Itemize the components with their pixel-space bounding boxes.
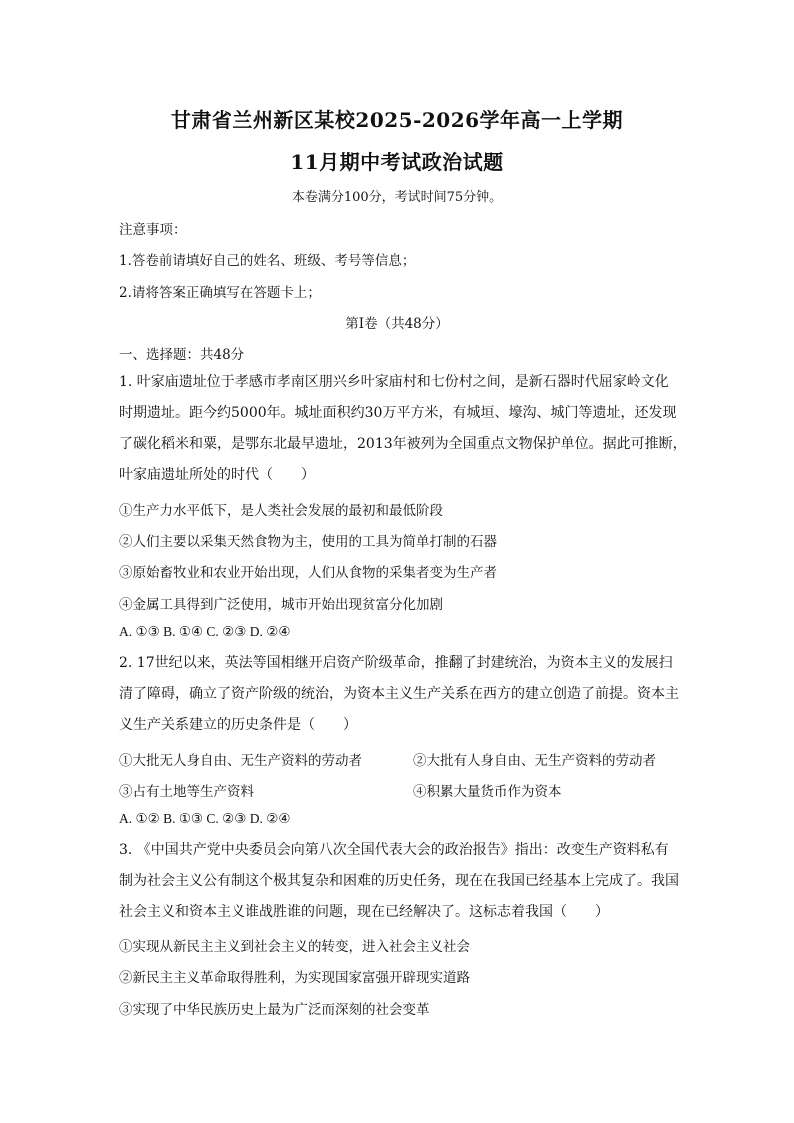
stem-line: 3. 《中国共产党中央委员会向第八次全国代表大会的政治报告》指出：改变生产资料私有 (119, 842, 669, 858)
question-1-stem (119, 367, 687, 491)
volume-title: 第I卷（共48分） (345, 316, 449, 332)
stem-line: 清了障碍，确立了资产阶级的统治，为资本主义生产关系在西方的建立创造了前提。资本主 (119, 686, 679, 702)
question-2-option-2: ②大批有人身自由、无生产资料的劳动者 (413, 753, 656, 769)
stem-line: 社会主义和资本主义谁战胜谁的问题，现在已经解决了。这标志着我国（ ） (119, 904, 609, 920)
stem-line: 2. 17世纪以来，英法等国相继开启资产阶级革命，推翻了封建统治，为资本主义的发展扫 (119, 655, 673, 671)
notice-heading: 注意事项： (119, 222, 187, 238)
question-3-stem (119, 835, 679, 928)
exam-title-line2: 11月期中考试政治试题 (290, 150, 504, 174)
question-1-option-4: ④金属工具得到广泛使用，城市开始出现贫富分化加剧 (119, 597, 443, 613)
question-3-option-3: ③实现了中华民族历史上最为广泛而深刻的社会变革 (119, 1002, 430, 1018)
question-1-option-3: ③原始畜牧业和农业开始出现，人们从食物的采集者变为生产者 (119, 565, 497, 581)
question-1-answers: A. ①③ B. ①④ C. ②③ D. ②④ (119, 624, 291, 639)
question-1-option-1: ①生产力水平低下，是人类社会发展的最初和最低阶段 (119, 503, 443, 519)
stem-line: 义生产关系建立的历史条件是（ ） (119, 717, 357, 733)
question-2-stem (119, 648, 679, 741)
notice-item-1: 1.答卷前请填好自己的姓名、班级、考号等信息； (119, 253, 416, 269)
stem-line: 制为社会主义公有制这个极其复杂和困难的历史任务，现在在我国已经基本上完成了。我国 (119, 873, 679, 889)
exam-title-line1: 甘肃省兰州新区某校2025-2026学年高一上学期 (170, 108, 624, 132)
question-2-option-1: ①大批无人身自由、无生产资料的劳动者 (119, 753, 362, 769)
stem-line: 叶家庙遗址所处的时代（ ） (119, 467, 315, 483)
question-2-answers: A. ①② B. ①③ C. ②③ D. ②④ (119, 811, 291, 826)
question-2-option-3: ③占有土地等生产资料 (119, 784, 254, 800)
part-title: 一、选择题：共48分 (119, 347, 245, 363)
question-2-option-4: ④积累大量货币作为资本 (413, 784, 562, 800)
stem-line: 了碳化稻米和粟，是鄂东北最早遗址，2013年被列为全国重点文物保护单位。据此可推断， (119, 436, 687, 452)
question-3-option-2: ②新民主主义革命取得胜利，为实现国家富强开辟现实道路 (119, 970, 470, 986)
score-info: 本卷满分100分，考试时间75分钟。 (291, 190, 503, 205)
question-1-option-2: ②人们主要以采集天然食物为主，使用的工具为简单打制的石器 (119, 534, 497, 550)
notice-item-2: 2.请将答案正确填写在答题卡上； (119, 285, 321, 301)
question-3-option-1: ①实现从新民主主义到社会主义的转变，进入社会主义社会 (119, 939, 470, 955)
stem-line: 时期遗址。距今约5000年。城址面积约30万平方米，有城垣、壕沟、城门等遗址，还发现 (119, 405, 677, 421)
stem-line: 1. 叶家庙遗址位于孝感市孝南区朋兴乡叶家庙村和七份村之间，是新石器时代屈家岭文化 (119, 374, 669, 390)
